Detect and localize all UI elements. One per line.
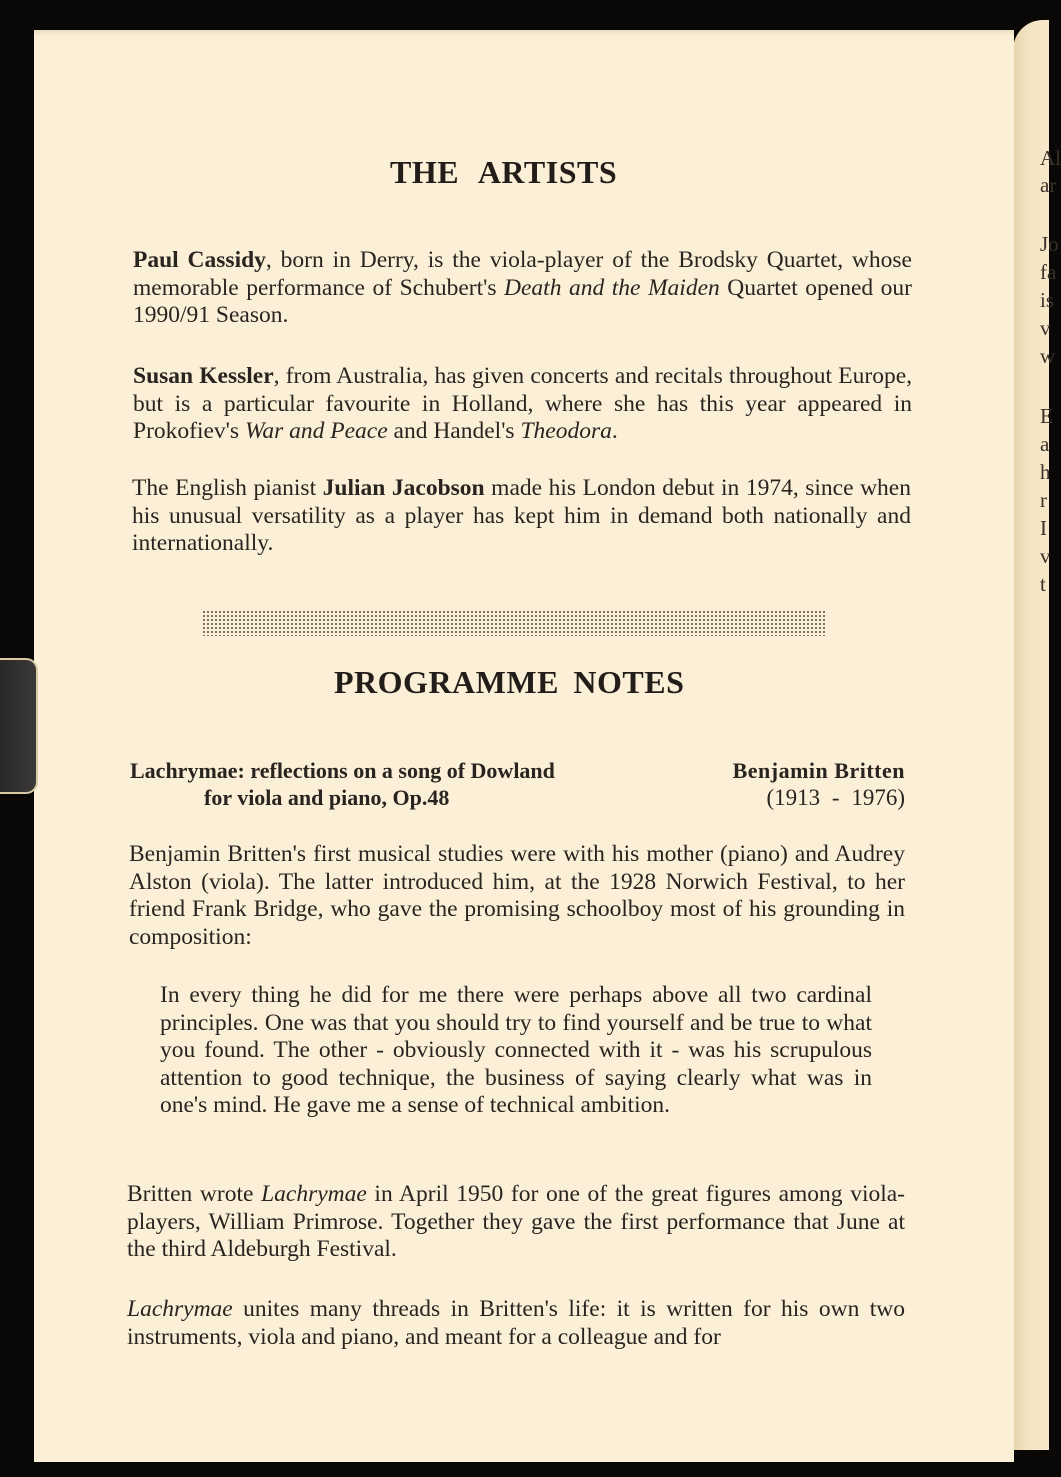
work-title: Lachrymae [127, 1296, 233, 1322]
artist-name: Paul Cassidy [133, 247, 266, 273]
bio-text: . [611, 418, 618, 444]
next-page-fragment: a [1040, 432, 1050, 456]
bio-text: The English pianist [132, 475, 323, 501]
next-page-fragment: r [1040, 488, 1047, 512]
work-title: Theodora [520, 418, 612, 444]
block-quote: In every thing he did for me there were perhaps above all two cardinal principles. One was that you should try to find yourself and be true to what you found. The other - obviously connected with it - was his scrupulous attention to good technique, the business of saying clearly what was in one's mind. He gave me a sense of technical ambition. [160, 982, 872, 1118]
next-page-fragment: v [1040, 544, 1051, 568]
composer-dates: (1913 - 1976) [766, 785, 905, 810]
next-page-fragment: h [1040, 460, 1051, 484]
next-page-fragment: Jo [1040, 232, 1059, 256]
work-title-block [130, 757, 690, 811]
next-page-fragment: is [1040, 288, 1055, 312]
work-title: Lachrymae [261, 1181, 367, 1207]
bio-text: made his London debut in 1974, since when his unusual versatility as a player has kept him in demand both nationally and internationally. [132, 475, 911, 556]
artist-name: Julian Jacobson [322, 475, 485, 501]
work-title-line-2: for viola and piano, Op.48 [204, 785, 450, 810]
next-page-fragment: E [1040, 404, 1053, 428]
artist-bio-paul-cassidy [133, 247, 912, 330]
work-title: War and Peace [244, 418, 388, 444]
next-page-fragment: w [1040, 344, 1056, 368]
binder-tab [0, 658, 38, 794]
bio-text: and Handel's [387, 418, 521, 444]
artist-bio-julian-jacobson [132, 475, 911, 558]
next-page-fragment: v [1040, 316, 1051, 340]
work-title-line-1: Lachrymae: reflections on a song of Dowland [130, 758, 555, 783]
notes-text: unites many threads in Britten's life: it is written for his own two instruments, viola and piano, and meant for a colleague and for [127, 1296, 905, 1350]
document-page [34, 30, 1014, 1462]
programme-notes-heading: PROGRAMME NOTES [334, 664, 685, 700]
bio-text: Quartet opened our 1990/91 Season. [133, 274, 912, 328]
notes-paragraph [127, 1181, 905, 1264]
bio-text: , from Australia, has given concerts and recitals throughout Europe, but is a particular favourite in Holland, where she has this year appeared in Prokofiev's [133, 363, 912, 444]
next-page-fragment: ar [1040, 173, 1057, 197]
artist-name: Susan Kessler [133, 363, 274, 389]
notes-text: Britten wrote [127, 1181, 262, 1207]
artist-bio-susan-kessler [133, 363, 912, 446]
composer-block [654, 757, 905, 811]
composer-name: Benjamin Britten [732, 758, 905, 783]
dotted-divider [202, 610, 826, 636]
next-page-fragment: I [1040, 516, 1047, 540]
next-page-edge [1013, 20, 1061, 1450]
bio-text: , born in Derry, is the viola-player of the Brodsky Quartet, whose memorable performance of Schubert's [133, 247, 912, 301]
next-page-fragment: t [1040, 572, 1046, 596]
notes-paragraph [127, 1296, 905, 1351]
next-page-fragment: fa [1040, 260, 1057, 284]
artists-heading: THE ARTISTS [390, 154, 618, 190]
notes-paragraph: Benjamin Britten's first musical studies were with his mother (piano) and Audrey Alston (viola). The latter introduced him, at the 1928 Norwich Festival, to her friend Frank Bridge, who gave the promising schoolboy most of his grounding in composition: [129, 841, 905, 950]
work-title: Death and the Maiden [504, 274, 720, 301]
notes-text: in April 1950 for one of the great figures among viola-players, William Primrose. Together they gave the first performance that June at the third Aldeburgh Festival. [127, 1181, 906, 1262]
next-page-fragment: Al [1040, 146, 1061, 170]
